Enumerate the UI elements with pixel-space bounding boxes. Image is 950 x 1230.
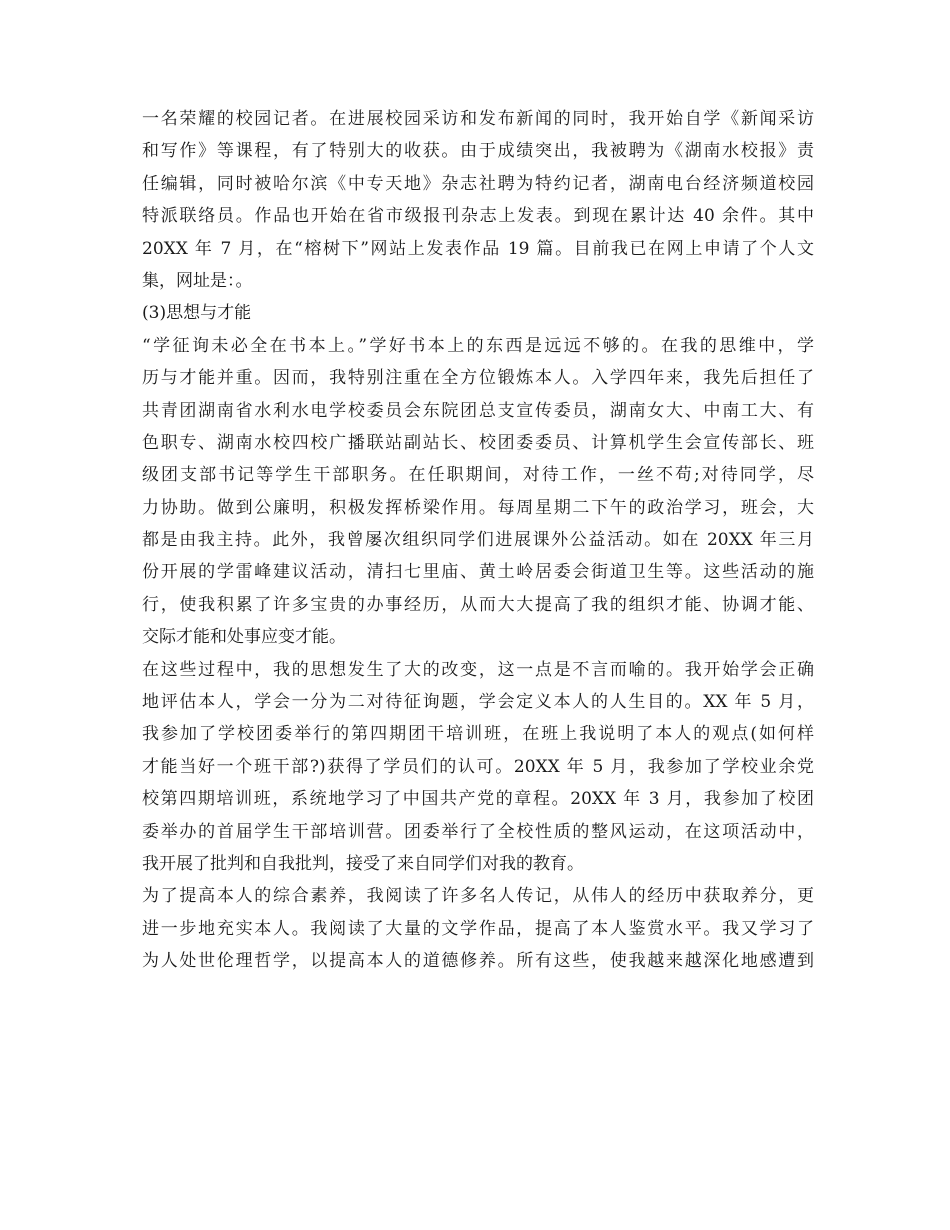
text-line: 力协助。做到公廉明，积极发挥桥梁作用。每周星期二下午的政治学习，班会，大 (142, 497, 814, 518)
document-page (142, 103, 814, 978)
text-line: 我开展了批判和自我批判，接受了来自同学们对我的教育。 (142, 853, 584, 874)
text-line: 地评估本人，学会一分为二对待征询题，学会定义本人的人生目的。XX 年 5 月， (142, 692, 814, 713)
text-line: 在这些过程中，我的思想发生了大的改变，这一点是不言而喻的。我开始学会正确 (142, 659, 814, 680)
text-line: 进一步地充实本人。我阅读了大量的文学作品，提高了本人鉴赏水平。我又学习了 (142, 918, 814, 939)
text-line: 一名荣耀的校园记者。在进展校园采访和发布新闻的同时，我开始自学《新闻采访 (142, 109, 814, 129)
text-line: 都是由我主持。此外，我曾屡次组织同学们进展课外公益活动。如在 20XX 年三月 (142, 530, 814, 551)
text-line: 交际才能和处事应变才能。 (142, 627, 346, 648)
text-line: 行，使我积累了许多宝贵的办事经历，从而大大提高了我的组织才能、协调才能、 (142, 594, 814, 615)
text-line: 校第四期培训班，系统地学习了中国共产党的章程。20XX 年 3 月，我参加了校团 (142, 789, 814, 810)
text-line: 历与才能并重。因而，我特别注重在全方位锻炼本人。入学四年来，我先后担任了 (142, 368, 814, 389)
text-line: 集，网址是：。 (142, 270, 253, 291)
text-line: 色职专、湖南水校四校广播联站副站长、校团委委员、计算机学生会宣传部长、班 (142, 432, 814, 453)
text-line: (3)思想与才能 (142, 303, 252, 324)
text-line: 才能当好一个班干部?)获得了学员们的认可。20XX 年 5 月，我参加了学校业余党 (142, 756, 814, 777)
text-line: 特派联络员。作品也开始在省市级报刊杂志上发表。到现在累计达 40 余件。其中 (142, 206, 814, 227)
text-line: 为了提高本人的综合素养，我阅读了许多名人传记，从伟人的经历中获取养分，更 (142, 886, 814, 907)
text-line: 我参加了学校团委举行的第四期团干培训班，在班上我说明了本人的观点(如何样 (142, 724, 814, 745)
text-line: “学征询未必全在书本上。”学好书本上的东西是远远不够的。在我的思维中，学 (142, 335, 814, 356)
text-line: 任编辑，同时被哈尔滨《中专天地》杂志社聘为特约记者，湖南电台经济频道校园 (142, 173, 814, 194)
text-line: 份开展的学雷峰建议活动，清扫七里庙、黄土岭居委会街道卫生等。这些活动的施 (142, 562, 814, 583)
text-line: 共青团湖南省水利水电学校委员会东院团总支宣传委员，湖南女大、中南工大、有 (142, 400, 814, 421)
text-line: 20XX 年 7 月，在“榕树下”网站上发表作品 19 篇。目前我已在网上申请了个人文 (142, 238, 814, 259)
text-line: 级团支部书记等学生干部职务。在任职期间，对待工作，一丝不苟;对待同学，尽 (142, 465, 814, 486)
text-line: 委举办的首届学生干部培训营。团委举行了全校性质的整风运动，在这项活动中， (142, 821, 814, 842)
text-line: 为人处世伦理哲学，以提高本人的道德修养。所有这些，使我越来越深化地感遭到 (142, 951, 814, 972)
text-line: 和写作》等课程，有了特别大的收获。由于成绩突出，我被聘为《湖南水校报》责 (142, 141, 814, 162)
